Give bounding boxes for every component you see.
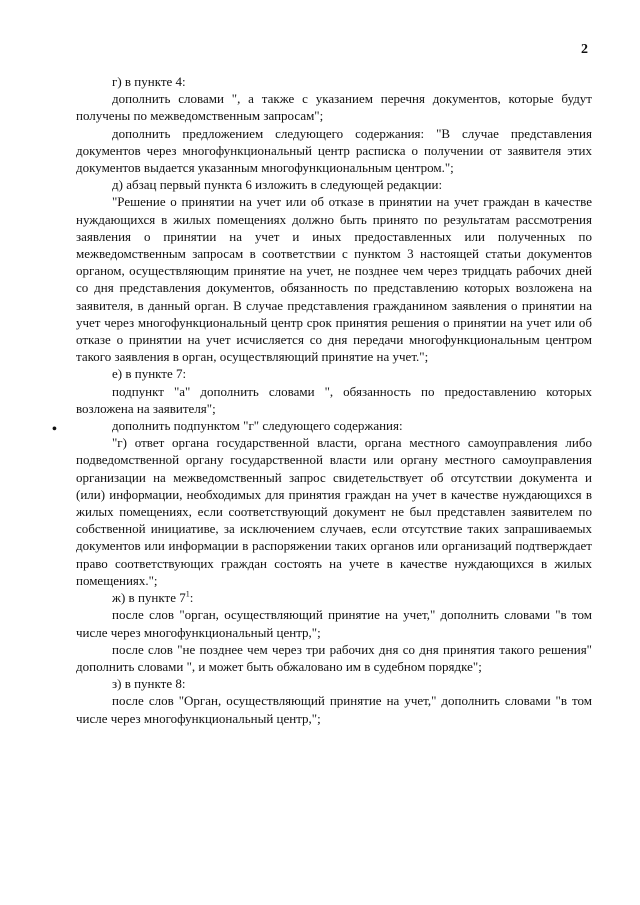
paragraph-subitem-g-text: "г) ответ органа государственной власти, органа местного самоуправления либо подведомственной органу государственной власти или органу местного самоуправления организации на межведомственный запрос свидетельствует об отсутствии документа и (или) информации, необходимых для принятия граждан на учет в качестве нуждающихся в жилых помещениях, если соответствующий документ не был представлен заявителем по собственной инициативе, за исключением случаев, если отсутствие таких запрашиваемых документов или информации в распоряжении таких органов или организаций подтверждает право соответствующих граждан состоять на учете в качестве нуждающихся в жилых помещениях."; xyxy=(76,435,592,588)
paragraph-after-words-organ: после слов "орган, осуществляющий принятие на учет," дополнить словами "в том числе через многофункциональный центр,"; xyxy=(76,607,592,640)
paragraph-subitem-a: подпункт "а" дополнить словами ", обязанность по предоставлению которых возложена на заявителя"; xyxy=(76,383,592,416)
paragraph-item-zh-colon: : xyxy=(189,590,194,606)
paragraph-add-subitem-g: дополнить подпунктом "г" следующего содержания: xyxy=(112,418,403,434)
paragraph-item-e: е) в пункте 7: xyxy=(112,366,187,382)
paragraph-after-words-deadline: после слов "не позднее чем через три рабочих дня со дня принятия такого решения" дополнить словами ", и может быть обжаловано им в судебном порядке"; xyxy=(76,641,592,674)
margin-mark: • xyxy=(52,422,57,437)
paragraph-item-g: г) в пункте 4: xyxy=(112,74,186,89)
paragraph-item-z: з) в пункте 8: xyxy=(112,676,186,692)
paragraph-item-zh-superscript: 1 xyxy=(185,589,190,599)
paragraph-add-words-list: дополнить словами ", а также с указанием перечня документов, которые будут получены по межведомственным запросам"; xyxy=(76,91,592,124)
paragraph-decision-text: "Решение о принятии на учет или об отказе в принятии на учет граждан в качестве нуждающихся в жилых помещениях должно быть принято по результатам рассмотрения заявления о принятии на учет и иных предоставленных или полученных по межведомственным запросам в соответствии с пунктом 3 настоящей статьи документов органом, осуществляющим принятие на учет, не позднее чем через тридцать рабочих дней со дня представления документов, обязанность по представлению которых возложена на заявителя, в данный орган. В случае представления гражданином заявления о принятии на учет через многофункциональный центр срок принятия решения о принятии на учет или об отказе о принятии на учет исчисляется со дня передачи многофункциональным центром такого заявления в орган, осуществляющий принятие на учет."; xyxy=(76,194,592,365)
paragraph-item-zh-text: ж) в пункте 7 xyxy=(112,590,186,606)
document-body xyxy=(76,73,592,727)
page-number: 2 xyxy=(581,42,588,57)
paragraph-add-sentence-mfc: дополнить предложением следующего содержания: "В случае представления документов через многофункциональный центр расписка о получении от заявителя этих документов выдается указанным многофункциональным центром."; xyxy=(76,125,592,176)
paragraph-item-d: д) абзац первый пункта 6 изложить в следующей редакции: xyxy=(112,177,443,193)
paragraph-after-words-organ-2: после слов "Орган, осуществляющий принятие на учет," дополнить словами "в том числе через многофункциональный центр,"; xyxy=(76,693,592,726)
paragraph-item-zh xyxy=(76,589,592,606)
